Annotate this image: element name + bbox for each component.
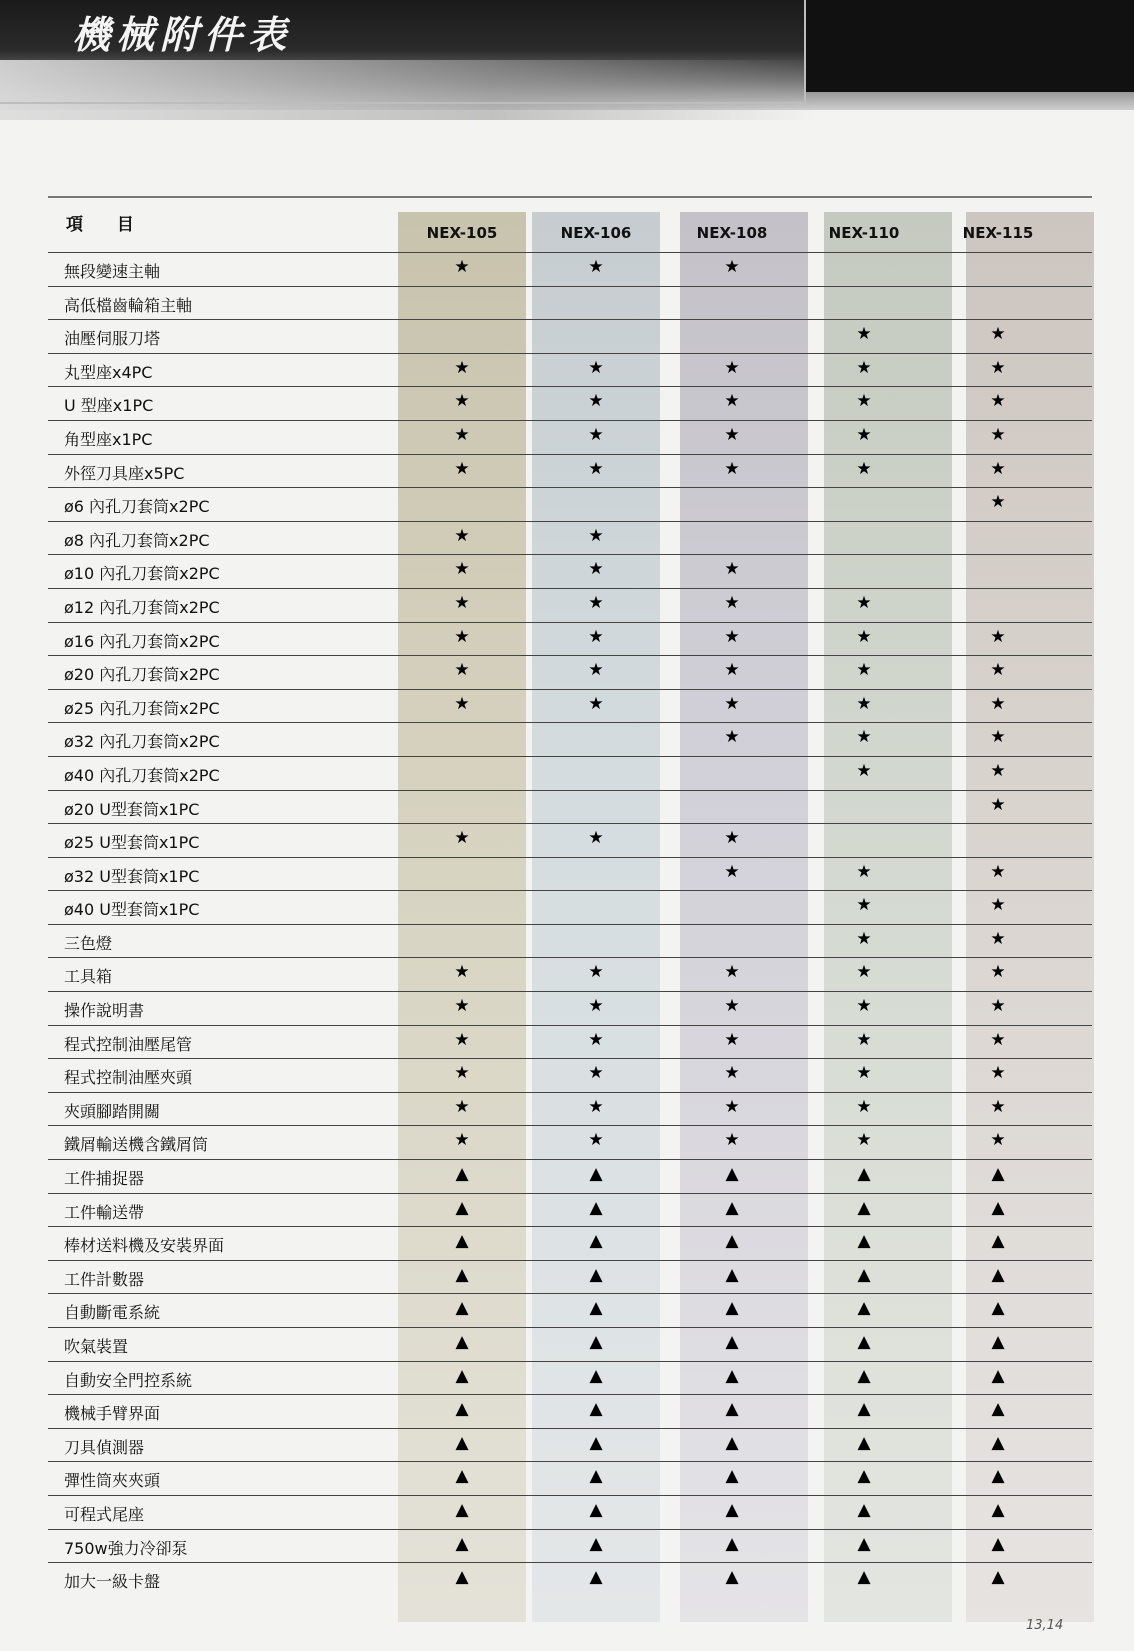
table-body	[48, 252, 1092, 1596]
table-row	[48, 1461, 1092, 1495]
mark-cell: ★	[454, 996, 470, 1017]
table-row	[48, 1125, 1092, 1159]
mark-cell: ★	[724, 996, 740, 1017]
mark-cell: ★	[588, 1096, 604, 1117]
mark-cell: ★	[454, 693, 470, 714]
mark-cell: ★	[588, 391, 604, 412]
table-row	[48, 1025, 1092, 1059]
table-row	[48, 454, 1092, 488]
mark-cell: ★	[856, 1130, 872, 1151]
row-label: 工具箱	[64, 967, 113, 987]
mark-cell: ★	[990, 962, 1006, 983]
row-label: ø25 內孔刀套筒x2PC	[64, 698, 220, 718]
mark-cell: ▲	[725, 1499, 739, 1520]
mark-cell: ▲	[725, 1197, 739, 1218]
row-label: 加大一級卡盤	[64, 1572, 161, 1592]
mark-cell: ★	[990, 760, 1006, 781]
mark-cell: ★	[454, 357, 470, 378]
mark-cell: ★	[588, 1130, 604, 1151]
mark-cell: ★	[990, 492, 1006, 513]
table-row	[48, 1361, 1092, 1395]
table-row	[48, 1226, 1092, 1260]
mark-cell: ★	[990, 324, 1006, 345]
mark-cell: ★	[454, 626, 470, 647]
mark-cell: ▲	[589, 1298, 603, 1319]
mark-cell: ★	[856, 760, 872, 781]
table-row	[48, 957, 1092, 991]
mark-cell: ▲	[589, 1332, 603, 1352]
mark-cell: ▲	[991, 1332, 1005, 1352]
row-label: 丸型座x4PC	[64, 362, 153, 382]
mark-cell: ▲	[991, 1466, 1005, 1487]
mark-cell: ★	[588, 592, 604, 613]
mark-cell: ★	[454, 391, 470, 412]
mark-cell: ▲	[589, 1231, 603, 1252]
row-label: ø12 內孔刀套筒x2PC	[64, 597, 220, 617]
row-label: 三色燈	[64, 933, 113, 953]
row-label: ø10 內孔刀套筒x2PC	[64, 564, 220, 584]
mark-cell: ▲	[725, 1432, 739, 1453]
mark-cell: ★	[588, 357, 604, 378]
table-row	[48, 857, 1092, 891]
page-title: 機械附件表	[72, 13, 293, 57]
table-row	[48, 1327, 1092, 1361]
mark-cell: ▲	[589, 1365, 603, 1386]
mark-cell: ★	[454, 1063, 470, 1084]
mark-cell: ★	[724, 424, 740, 445]
mark-cell: ★	[990, 895, 1006, 916]
mark-cell: ★	[588, 458, 604, 479]
mark-cell: ★	[454, 1130, 470, 1151]
mark-cell: ▲	[857, 1298, 871, 1319]
mark-cell: ★	[856, 1029, 872, 1050]
row-label: 刀具偵測器	[64, 1437, 145, 1457]
model-header-nex-108: NEX-108	[696, 224, 768, 242]
mark-cell: ▲	[455, 1197, 469, 1218]
table-row	[48, 1293, 1092, 1327]
row-label: 操作說明書	[64, 1001, 145, 1021]
mark-cell: ★	[588, 1063, 604, 1084]
table-row	[48, 991, 1092, 1025]
mark-cell: ★	[990, 626, 1006, 647]
table-row	[48, 286, 1092, 320]
mark-cell: ▲	[857, 1567, 871, 1588]
model-header-nex-115: NEX-115	[962, 224, 1034, 242]
mark-cell: ▲	[455, 1567, 469, 1588]
model-header-nex-110: NEX-110	[828, 224, 900, 242]
table-row	[48, 756, 1092, 790]
header-dark-panel	[806, 0, 1134, 92]
row-label: 自動安全門控系統	[64, 1370, 193, 1390]
table-row	[48, 1159, 1092, 1193]
table-row	[48, 722, 1092, 756]
mark-cell: ★	[990, 928, 1006, 949]
table-row	[48, 1529, 1092, 1563]
mark-cell: ▲	[725, 1399, 739, 1420]
mark-cell: ▲	[991, 1567, 1005, 1588]
mark-cell: ★	[588, 257, 604, 277]
mark-cell: ▲	[857, 1365, 871, 1386]
mark-cell: ★	[856, 693, 872, 714]
table-header-row	[48, 198, 1092, 254]
row-label: 750w強力冷卻泵	[64, 1538, 188, 1558]
mark-cell: ★	[856, 1096, 872, 1117]
table-row	[48, 420, 1092, 454]
mark-cell: ▲	[455, 1399, 469, 1420]
mark-cell: ★	[588, 962, 604, 983]
mark-cell: ★	[724, 257, 740, 277]
mark-cell: ▲	[725, 1264, 739, 1285]
mark-cell: ★	[724, 727, 740, 748]
mark-cell: ★	[588, 1029, 604, 1050]
mark-cell: ▲	[991, 1298, 1005, 1319]
row-label: 程式控制油壓尾管	[64, 1034, 193, 1054]
mark-cell: ★	[454, 1029, 470, 1050]
row-label: ø40 內孔刀套筒x2PC	[64, 765, 220, 785]
row-label: U 型座x1PC	[64, 396, 154, 416]
table-row	[48, 1092, 1092, 1126]
mark-cell: ▲	[725, 1332, 739, 1352]
mark-cell: ★	[990, 861, 1006, 882]
mark-cell: ▲	[455, 1298, 469, 1319]
mark-cell: ▲	[455, 1231, 469, 1252]
table-row	[48, 353, 1092, 387]
mark-cell: ▲	[589, 1432, 603, 1453]
row-label: 自動斷電系統	[64, 1303, 161, 1323]
table-row	[48, 924, 1092, 958]
mark-cell: ▲	[455, 1533, 469, 1554]
mark-cell: ★	[856, 1063, 872, 1084]
mark-cell: ★	[724, 660, 740, 681]
mark-cell: ▲	[725, 1567, 739, 1588]
table-row	[48, 1394, 1092, 1428]
row-label: ø40 U型套筒x1PC	[64, 900, 200, 920]
row-label: ø20 U型套筒x1PC	[64, 799, 200, 819]
mark-cell: ★	[724, 1096, 740, 1117]
mark-cell: ▲	[991, 1399, 1005, 1420]
mark-cell: ★	[856, 962, 872, 983]
mark-cell: ▲	[725, 1533, 739, 1554]
mark-cell: ★	[856, 424, 872, 445]
table-row	[48, 1193, 1092, 1227]
mark-cell: ★	[454, 660, 470, 681]
mark-cell: ▲	[857, 1332, 871, 1352]
mark-cell: ▲	[991, 1197, 1005, 1218]
row-label: 無段變速主軸	[64, 262, 161, 281]
mark-cell: ★	[724, 1029, 740, 1050]
mark-cell: ★	[724, 626, 740, 647]
mark-cell: ★	[990, 794, 1006, 815]
mark-cell: ★	[990, 391, 1006, 412]
table-row	[48, 319, 1092, 353]
mark-cell: ▲	[455, 1332, 469, 1352]
row-label: ø16 內孔刀套筒x2PC	[64, 631, 220, 651]
mark-cell: ★	[856, 458, 872, 479]
mark-cell: ▲	[589, 1567, 603, 1588]
mark-cell: ★	[454, 592, 470, 613]
mark-cell: ▲	[725, 1231, 739, 1252]
mark-cell: ★	[990, 727, 1006, 748]
mark-cell: ▲	[991, 1264, 1005, 1285]
mark-cell: ★	[990, 424, 1006, 445]
mark-cell: ★	[724, 357, 740, 378]
row-label: ø32 U型套筒x1PC	[64, 866, 200, 886]
mark-cell: ▲	[725, 1164, 739, 1185]
mark-cell: ▲	[589, 1164, 603, 1185]
mark-cell: ▲	[725, 1466, 739, 1487]
mark-cell: ★	[724, 861, 740, 882]
table-row	[48, 386, 1092, 420]
mark-cell: ★	[990, 1096, 1006, 1117]
mark-cell: ★	[856, 357, 872, 378]
row-label: 吹氣裝置	[64, 1337, 129, 1356]
model-header-nex-106: NEX-106	[560, 224, 632, 242]
mark-cell: ▲	[455, 1432, 469, 1453]
mark-cell: ▲	[857, 1432, 871, 1453]
mark-cell: ★	[454, 559, 470, 580]
table-row	[48, 521, 1092, 555]
mark-cell: ★	[588, 559, 604, 580]
mark-cell: ★	[454, 1096, 470, 1117]
row-label: 工件輸送帶	[64, 1202, 145, 1222]
row-label: 夾頭腳踏開關	[64, 1101, 161, 1121]
mark-cell: ▲	[857, 1264, 871, 1285]
mark-cell: ▲	[991, 1164, 1005, 1185]
header-fade	[0, 60, 820, 120]
mark-cell: ▲	[991, 1231, 1005, 1252]
mark-cell: ▲	[725, 1298, 739, 1319]
mark-cell: ★	[454, 525, 470, 546]
mark-cell: ★	[856, 996, 872, 1017]
mark-cell: ★	[454, 962, 470, 983]
mark-cell: ★	[588, 525, 604, 546]
mark-cell: ★	[990, 660, 1006, 681]
mark-cell: ★	[856, 727, 872, 748]
mark-cell: ★	[856, 626, 872, 647]
mark-cell: ★	[724, 391, 740, 412]
mark-cell: ▲	[991, 1499, 1005, 1520]
table-row	[48, 890, 1092, 924]
mark-cell: ★	[856, 928, 872, 949]
mark-cell: ★	[454, 424, 470, 445]
table-row	[48, 1562, 1092, 1596]
model-header-nex-105: NEX-105	[426, 224, 498, 242]
mark-cell: ★	[724, 559, 740, 580]
mark-cell: ★	[856, 592, 872, 613]
table-row	[48, 823, 1092, 857]
mark-cell: ★	[856, 895, 872, 916]
mark-cell: ▲	[857, 1231, 871, 1252]
mark-cell: ★	[990, 1063, 1006, 1084]
mark-cell: ★	[856, 324, 872, 345]
mark-cell: ▲	[725, 1365, 739, 1386]
mark-cell: ★	[990, 996, 1006, 1017]
mark-cell: ▲	[455, 1499, 469, 1520]
page-number: 13,14	[1026, 1618, 1064, 1633]
mark-cell: ★	[588, 660, 604, 681]
mark-cell: ★	[588, 424, 604, 445]
mark-cell: ▲	[857, 1499, 871, 1520]
mark-cell: ▲	[991, 1432, 1005, 1453]
mark-cell: ★	[588, 693, 604, 714]
row-label: 機械手臂界面	[64, 1404, 161, 1424]
row-label: 鐵屑輸送機含鐵屑筒	[64, 1135, 209, 1155]
mark-cell: ▲	[589, 1197, 603, 1218]
table-row	[48, 252, 1092, 286]
mark-cell: ★	[990, 1130, 1006, 1151]
row-label: ø32 內孔刀套筒x2PC	[64, 732, 220, 752]
mark-cell: ▲	[589, 1466, 603, 1487]
row-label: ø20 內孔刀套筒x2PC	[64, 665, 220, 685]
mark-cell: ▲	[857, 1533, 871, 1554]
mark-cell: ▲	[991, 1365, 1005, 1386]
row-label: 角型座x1PC	[64, 429, 153, 449]
mark-cell: ★	[724, 693, 740, 714]
mark-cell: ▲	[857, 1197, 871, 1218]
mark-cell: ▲	[455, 1365, 469, 1386]
table-row	[48, 554, 1092, 588]
mark-cell: ▲	[857, 1466, 871, 1487]
mark-cell: ★	[454, 828, 470, 849]
row-label: 程式控制油壓夾頭	[64, 1068, 193, 1088]
mark-cell: ★	[990, 693, 1006, 714]
table-row	[48, 622, 1092, 656]
row-label: 高低檔齒輪箱主軸	[64, 295, 193, 315]
row-label: ø6 內孔刀套筒x2PC	[64, 497, 210, 517]
mark-cell: ★	[454, 257, 470, 277]
item-column-header: 項 目	[66, 215, 148, 235]
row-label: 彈性筒夾夾頭	[64, 1471, 161, 1491]
mark-cell: ★	[724, 1063, 740, 1084]
mark-cell: ★	[454, 458, 470, 479]
table-row	[48, 1428, 1092, 1462]
table-row	[48, 655, 1092, 689]
table-row	[48, 1260, 1092, 1294]
mark-cell: ▲	[857, 1399, 871, 1420]
row-label: ø25 U型套筒x1PC	[64, 833, 200, 853]
table-row	[48, 1058, 1092, 1092]
mark-cell: ▲	[589, 1499, 603, 1520]
mark-cell: ▲	[589, 1264, 603, 1285]
mark-cell: ★	[724, 592, 740, 613]
mark-cell: ★	[724, 962, 740, 983]
mark-cell: ▲	[589, 1399, 603, 1420]
table-row	[48, 689, 1092, 723]
mark-cell: ★	[724, 458, 740, 479]
mark-cell: ★	[990, 357, 1006, 378]
header-divider-horizontal	[0, 102, 806, 104]
mark-cell: ▲	[857, 1164, 871, 1185]
mark-cell: ▲	[589, 1533, 603, 1554]
table-row	[48, 790, 1092, 824]
mark-cell: ★	[724, 1130, 740, 1151]
row-label: 棒材送料機及安裝界面	[64, 1236, 225, 1256]
table-row	[48, 588, 1092, 622]
mark-cell: ★	[588, 828, 604, 849]
row-label: 工件捕捉器	[64, 1169, 145, 1189]
row-label: 工件計數器	[64, 1269, 145, 1289]
mark-cell: ★	[588, 996, 604, 1017]
mark-cell: ▲	[455, 1164, 469, 1185]
accessory-table	[48, 196, 1092, 1616]
table-row	[48, 487, 1092, 521]
mark-cell: ▲	[455, 1264, 469, 1285]
table-row	[48, 1495, 1092, 1529]
mark-cell: ★	[724, 828, 740, 849]
row-label: 可程式尾座	[64, 1504, 145, 1524]
mark-cell: ★	[990, 458, 1006, 479]
mark-cell: ★	[588, 626, 604, 647]
row-label: 外徑刀具座x5PC	[64, 463, 185, 483]
header-divider-vertical	[804, 0, 806, 104]
mark-cell: ★	[856, 861, 872, 882]
mark-cell: ★	[856, 391, 872, 412]
row-label: 油壓伺服刀塔	[64, 329, 161, 349]
mark-cell: ★	[856, 660, 872, 681]
mark-cell: ▲	[991, 1533, 1005, 1554]
mark-cell: ★	[990, 1029, 1006, 1050]
mark-cell: ▲	[455, 1466, 469, 1487]
row-label: ø8 內孔刀套筒x2PC	[64, 530, 210, 550]
